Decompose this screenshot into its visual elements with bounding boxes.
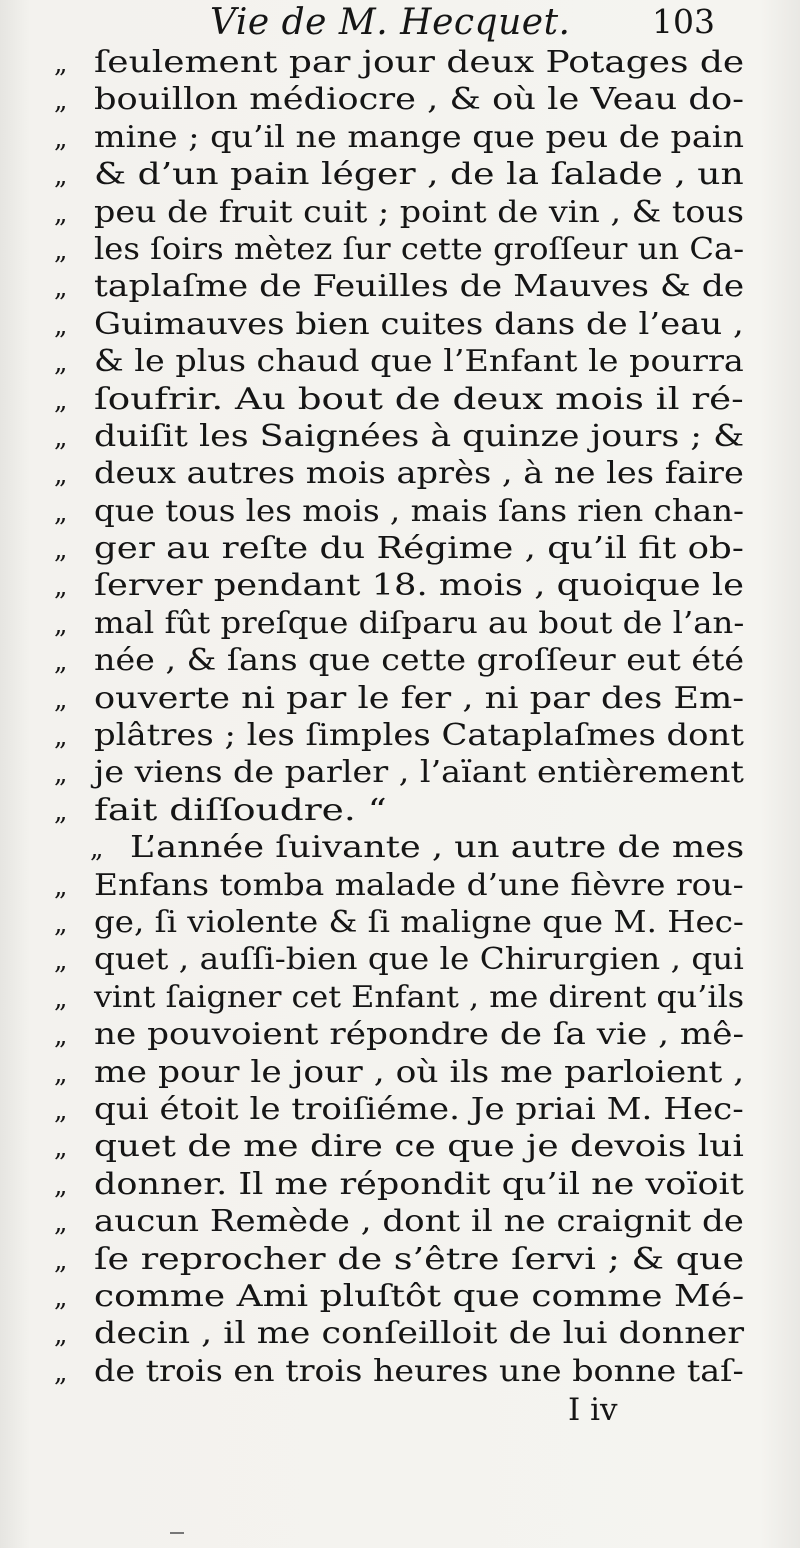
line-text: donner. Il me répondit qu’il ne voïoit xyxy=(94,1166,744,1202)
line-text: & le plus chaud que l’Enfant le pourra xyxy=(94,344,744,380)
running-title: Vie de M. Hecquet. xyxy=(210,2,571,43)
line-text: ne pouvoient répondre de ſa vie , mê- xyxy=(94,1017,745,1053)
text-line xyxy=(54,231,744,268)
text-line xyxy=(54,44,744,81)
text-line xyxy=(54,941,744,978)
line-text: L’année ſuivante , un autre de mes xyxy=(130,830,745,866)
text-line xyxy=(54,306,744,343)
text-line xyxy=(54,530,744,567)
line-text: bouillon médiocre , & où le Veau do- xyxy=(94,82,745,118)
text-line xyxy=(54,1278,744,1315)
quotation-mark: „ xyxy=(54,1320,68,1351)
text-line xyxy=(54,1203,744,1240)
line-text: plâtres ; les ſimples Cataplaſmes dont xyxy=(94,718,744,754)
line-text: quet , auſſi-bien que le Chirurgien , qui xyxy=(94,942,744,978)
line-text: aucun Remède , dont il ne craignit de xyxy=(94,1204,744,1240)
line-text: ſeulement par jour deux Potages de xyxy=(94,45,745,80)
line-text: mine ; qu’il ne mange que peu de pain xyxy=(94,119,744,155)
quotation-mark: „ xyxy=(54,235,68,266)
line-text: me pour le jour , où ils me parloient , xyxy=(94,1054,745,1090)
quotation-mark: „ xyxy=(54,983,68,1014)
text-line xyxy=(54,1128,744,1165)
text-line xyxy=(54,418,744,455)
quotation-mark: „ xyxy=(54,609,68,640)
quotation-mark: „ xyxy=(54,1170,68,1201)
quotation-mark: „ xyxy=(54,1021,68,1052)
quotation-mark: „ xyxy=(54,460,68,491)
line-text: née , & ſans que cette groſſeur eut été xyxy=(94,643,745,679)
line-text: & d’un pain léger , de la ſalade , un xyxy=(94,157,744,193)
quotation-mark: „ xyxy=(54,647,68,678)
text-line xyxy=(54,1016,744,1053)
quotation-mark: „ xyxy=(54,946,68,977)
text-line xyxy=(54,1315,744,1352)
quotation-mark: „ xyxy=(54,759,68,790)
text-line xyxy=(54,1054,744,1091)
quotation-mark: „ xyxy=(54,796,68,827)
text-line xyxy=(54,268,744,305)
text-line xyxy=(54,493,744,530)
quotation-mark: „ xyxy=(90,834,104,865)
line-text: peu de fruit cuit ; point de vin , & tous xyxy=(94,194,744,230)
line-text: ſoufrir. Au bout de deux mois il ré- xyxy=(94,381,744,417)
text-line xyxy=(54,119,744,156)
line-text: deux autres mois après , à ne les faire xyxy=(94,456,744,492)
line-text: ouverte ni par le fer , ni par des Em- xyxy=(94,680,745,716)
quotation-mark: „ xyxy=(54,1095,68,1126)
text-line xyxy=(54,605,744,642)
line-text: je viens de parler , l’aïant entièrement xyxy=(94,755,744,791)
line-text: duiſit les Saignées à quinze jours ; & xyxy=(94,418,745,454)
line-text: vint ſaigner cet Enfant , me dirent qu’ils xyxy=(94,979,745,1015)
text-line xyxy=(54,754,744,791)
text-line xyxy=(54,792,744,829)
text-line xyxy=(54,1091,744,1128)
line-text: Guimauves bien cuites dans de l’eau , xyxy=(94,306,744,342)
quotation-mark: „ xyxy=(54,273,68,304)
text-line xyxy=(54,680,744,717)
quotation-mark: „ xyxy=(54,310,68,341)
line-text: ſe reprocher de s’être ſervi ; & que xyxy=(94,1241,745,1277)
quotation-mark: „ xyxy=(54,161,68,192)
text-line xyxy=(54,642,744,679)
line-text: que tous les mois , mais ſans rien chan- xyxy=(94,493,744,529)
quotation-mark: „ xyxy=(54,422,68,453)
line-text: decin , il me conſeilloit de lui donner xyxy=(94,1316,744,1352)
line-text: ſerver pendant 18. mois , quoique le xyxy=(94,568,745,604)
text-line xyxy=(54,81,744,118)
text-line xyxy=(54,1241,744,1278)
line-text: Enfans tomba malade d’une fièvre rou- xyxy=(94,867,744,903)
text-line xyxy=(54,829,744,866)
line-text: qui étoit le troiſiéme. Je priai M. Hec- xyxy=(94,1091,744,1127)
quotation-mark: „ xyxy=(54,684,68,715)
line-text: de trois en trois heures une bonne taſ- xyxy=(94,1353,744,1389)
body-text xyxy=(54,44,744,1390)
quotation-mark: „ xyxy=(54,348,68,379)
quotation-mark: „ xyxy=(54,1058,68,1089)
line-text: quet de me dire ce que je devois lui xyxy=(94,1129,744,1165)
quotation-mark: „ xyxy=(54,1133,68,1164)
quotation-mark: „ xyxy=(54,1245,68,1276)
text-line xyxy=(54,717,744,754)
text-line xyxy=(54,1166,744,1203)
quotation-mark: „ xyxy=(54,1357,68,1388)
text-line xyxy=(54,194,744,231)
text-line xyxy=(54,381,744,418)
line-text: taplaſme de Feuilles de Mauves & de xyxy=(94,269,745,305)
text-line xyxy=(54,979,744,1016)
quotation-mark: „ xyxy=(54,1282,68,1313)
catchword: I iv xyxy=(568,1392,618,1428)
text-line xyxy=(54,343,744,380)
quotation-mark: „ xyxy=(54,86,68,117)
ink-mark xyxy=(170,1532,184,1534)
text-line xyxy=(54,904,744,941)
text-line xyxy=(54,156,744,193)
quotation-mark: „ xyxy=(54,1208,68,1239)
quotation-mark: „ xyxy=(54,385,68,416)
line-text: ger au reſte du Régime , qu’il fit ob- xyxy=(94,531,744,567)
quotation-mark: „ xyxy=(54,49,68,79)
line-text: mal fût preſque diſparu au bout de l’an- xyxy=(94,605,745,641)
quotation-mark: „ xyxy=(54,198,68,229)
quotation-mark: „ xyxy=(54,497,68,528)
line-text: comme Ami pluſtôt que comme Mé- xyxy=(94,1278,745,1314)
page-number: 103 xyxy=(652,2,715,41)
text-line xyxy=(54,567,744,604)
quotation-mark: „ xyxy=(54,908,68,939)
quotation-mark: „ xyxy=(54,722,68,753)
quotation-mark: „ xyxy=(54,123,68,154)
text-line xyxy=(54,867,744,904)
line-text: fait diſſoudre. “ xyxy=(94,792,387,828)
line-text: les ſoirs mètez ſur cette groſſeur un Ca- xyxy=(94,231,745,267)
line-text: ge, ſi violente & ſi maligne que M. Hec- xyxy=(94,904,744,940)
quotation-mark: „ xyxy=(54,871,68,902)
quotation-mark: „ xyxy=(54,572,68,603)
text-line xyxy=(54,455,744,492)
text-line xyxy=(54,1353,744,1390)
quotation-mark: „ xyxy=(54,535,68,566)
